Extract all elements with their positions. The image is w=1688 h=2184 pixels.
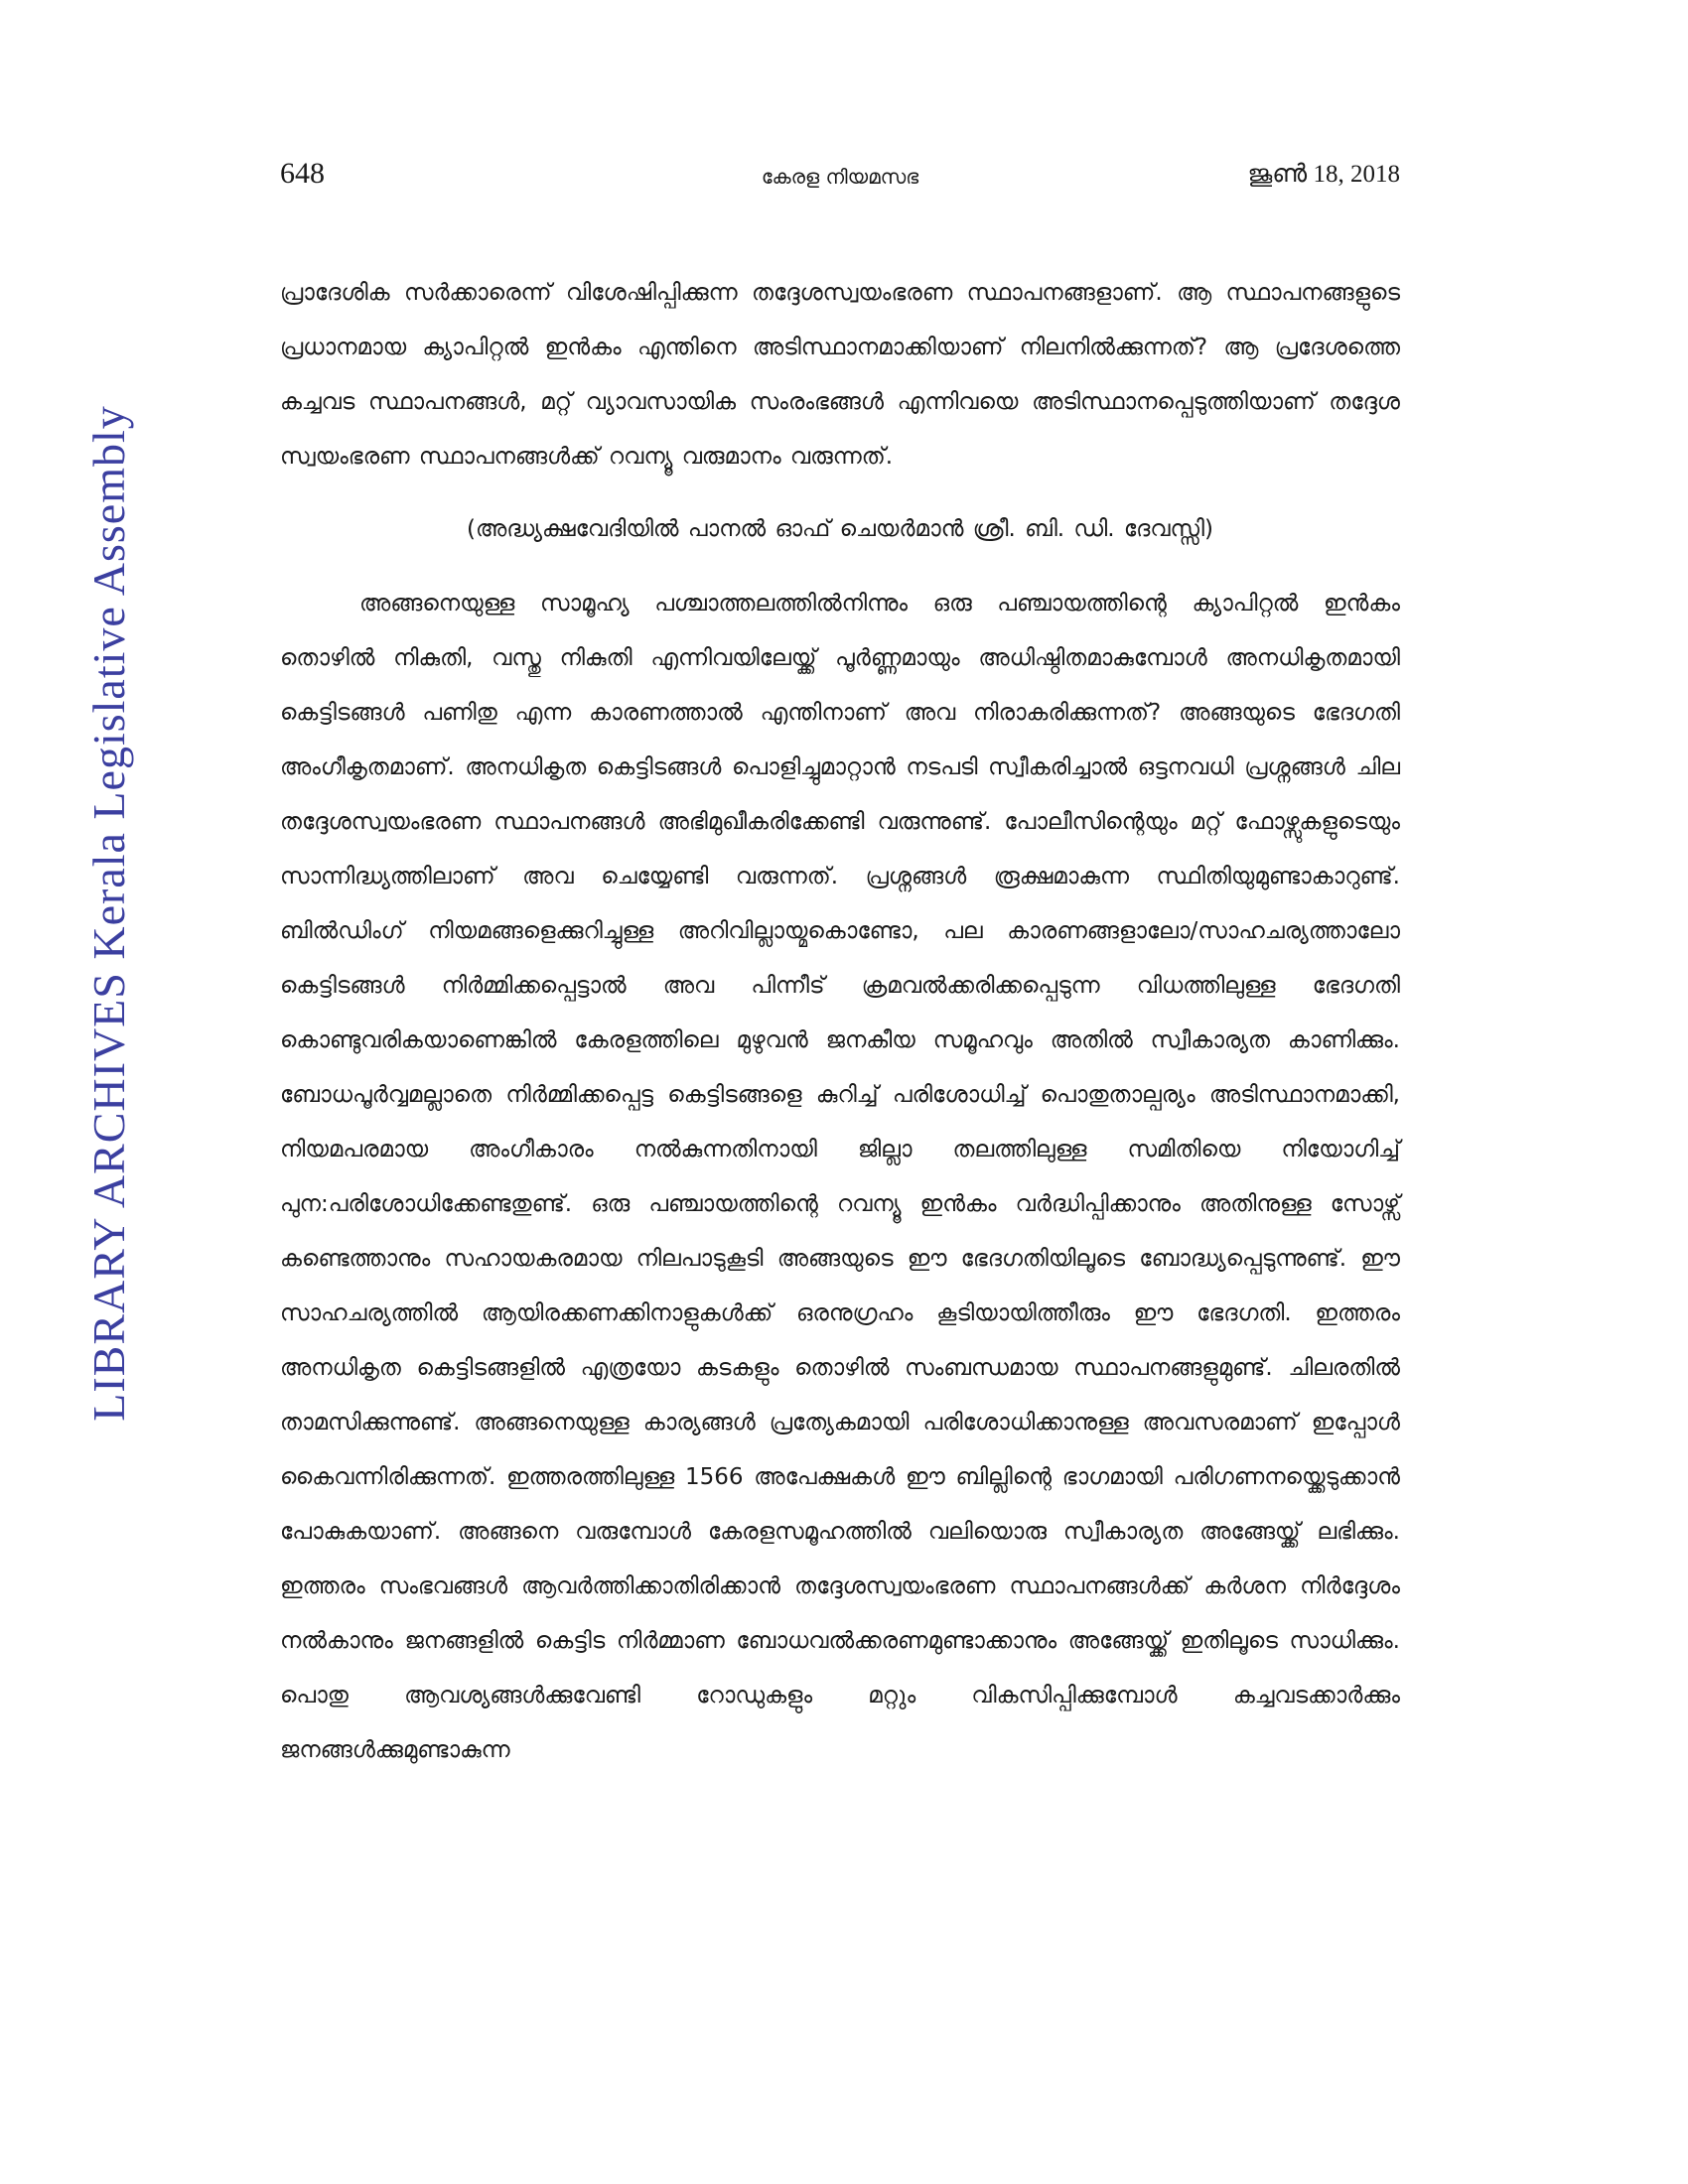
page-header [280,157,1400,206]
archive-watermark: LIBRARY ARCHIVES Kerala Legislative Assembly [83,405,134,1422]
running-title: കേരള നിയമസഭ [761,165,919,189]
chair-note: (അദ്ധ്യക്ഷവേദിയിൽ പാനൽ ഓഫ് ചെയർമാൻ ശ്രീ. ബി. ഡി. ദേവസ്സി) [467,516,1213,542]
paragraph-1: പ്രാദേശിക സർക്കാരെന്ന് വിശേഷിപ്പിക്കുന്ന തദ്ദേശസ്വയംഭരണ സ്ഥാപനങ്ങളാണ്. ആ സ്ഥാപനങ്ങളുടെ പ്രധാനമായ ക്യാപിറ്റൽ ഇൻകം എന്തിനെ അടിസ്ഥാനമാക്കിയാണ് നിലനിൽക്കുന്നത്? ആ പ്രദേശത്തെ കച്ചവട സ്ഥാപനങ്ങൾ, മറ്റ് വ്യാവസായിക സംരംഭങ്ങൾ എന്നിവയെ അടിസ്ഥാനപ്പെടുത്തിയാണ് തദ്ദേശ സ്വയംഭരണ സ്ഥാപനങ്ങൾക്ക് റവന്യൂ വരുമാനം വരുന്നത്. [280,280,1400,470]
page-number: 648 [280,157,325,190]
page-date: ജൂൺ 18, 2018 [1247,161,1400,188]
paragraph-2: അങ്ങനെയുള്ള സാമൂഹ്യ പശ്ചാത്തലത്തിൽനിന്നും ഒരു പഞ്ചായത്തിന്റെ ക്യാപിറ്റൽ ഇൻകം തൊഴിൽ നികുതി, വസ്തു നികുതി എന്നിവയിലേയ്ക്ക് പൂർണ്ണമായും അധിഷ്ഠിതമാകുമ്പോൾ അനധികൃതമായി കെട്ടിടങ്ങൾ പണിതു എന്ന കാരണത്താൽ എന്തിനാണ് അവ നിരാകരിക്കുന്നത്? അങ്ങയുടെ ഭേദഗതി അംഗീകൃതമാണ്. അനധികൃത കെട്ടിടങ്ങൾ പൊളിച്ചുമാറ്റാൻ നടപടി സ്വീകരിച്ചാൽ ഒട്ടനവധി പ്രശ്നങ്ങൾ ചില തദ്ദേശസ്വയംഭരണ സ്ഥാപനങ്ങൾ അഭിമുഖീകരിക്കേണ്ടി വരുന്നുണ്ട്. പോലീസിന്റെയും മറ്റ് ഫോഴ്സുകളുടെയും സാന്നിദ്ധ്യത്തിലാണ് അവ ചെയ്യേണ്ടി വരുന്നത്. പ്രശ്നങ്ങൾ രൂക്ഷമാകുന്ന സ്ഥിതിയുമുണ്ടാകാറുണ്ട്. ബിൽഡിംഗ് നിയമങ്ങളെക്കുറിച്ചുള്ള അറിവില്ലായ്മകൊണ്ടോ, പല കാരണങ്ങളാലോ/സാഹചര്യത്താലോ കെട്ടിടങ്ങൾ നിർമ്മിക്കപ്പെട്ടാൽ അവ പിന്നീട് ക്രമവൽക്കരിക്കപ്പെടുന്ന വിധത്തിലുള്ള ഭേദഗതി കൊണ്ടുവരികയാണെങ്കിൽ കേരളത്തിലെ മുഴുവൻ ജനകീയ സമൂഹവും അതിൽ സ്വീകാര്യത കാണിക്കും. ബോധപൂർവ്വമല്ലാതെ നിർമ്മിക്കപ്പെട്ട കെട്ടിടങ്ങളെ കുറിച്ച് പരിശോധിച്ച് പൊതുതാല്പര്യം അടിസ്ഥാനമാക്കി, നിയമപരമായ അംഗീകാരം നൽകുന്നതിനായി ജില്ലാ തലത്തിലുള്ള സമിതിയെ നിയോഗിച്ച് പുന:പരിശോധിക്കേണ്ടതുണ്ട്. ഒരു പഞ്ചായത്തിന്റെ റവന്യൂ ഇൻകം വർദ്ധിപ്പിക്കാനും അതിനുള്ള സോഴ്സ് കണ്ടെത്താനും സഹായകരമായ നിലപാടുകൂടി അങ്ങയുടെ ഈ ഭേദഗതിയിലൂടെ ബോദ്ധ്യപ്പെടുന്നുണ്ട്. ഈ സാഹചര്യത്തിൽ ആയിരക്കണക്കിനാളുകൾക്ക് ഒരനുഗ്രഹം കൂടിയായിത്തീരും ഈ ഭേദഗതി. ഇത്തരം അനധികൃത കെട്ടിടങ്ങളിൽ എത്രയോ കടകളും തൊഴിൽ സംബന്ധമായ സ്ഥാപനങ്ങളുമുണ്ട്. ചിലരതിൽ താമസിക്കുന്നുണ്ട്. അങ്ങനെയുള്ള കാര്യങ്ങൾ പ്രത്യേകമായി പരിശോധിക്കാനുള്ള അവസരമാണ് ഇപ്പോൾ കൈവന്നിരിക്കുന്നത്. ഇത്തരത്തിലുള്ള 1566 അപേക്ഷകൾ ഈ ബില്ലിന്റെ ഭാഗമായി പരിഗണനയ്ക്കെടുക്കാൻ പോകുകയാണ്. അങ്ങനെ വരുമ്പോൾ കേരളസമൂഹത്തിൽ വലിയൊരു സ്വീകാര്യത അങ്ങേയ്ക്ക് ലഭിക്കും. ഇത്തരം സംഭവങ്ങൾ ആവർത്തിക്കാതിരിക്കാൻ തദ്ദേശസ്വയംഭരണ സ്ഥാപനങ്ങൾക്ക് കർശന നിർദ്ദേശം നൽകാനും ജനങ്ങളിൽ കെട്ടിട നിർമ്മാണ ബോധവൽക്കരണമുണ്ടാക്കാനും അങ്ങേയ്ക്ക് ഇതിലൂടെ സാധിക്കും. പൊതു ആവശ്യങ്ങൾക്കുവേണ്ടി റോഡുകളും മറ്റും വികസിപ്പിക്കുമ്പോൾ കച്ചവടക്കാർക്കും ജനങ്ങൾക്കുമുണ്ടാകുന്ന [280,591,1400,1763]
page-body [280,266,1400,1778]
